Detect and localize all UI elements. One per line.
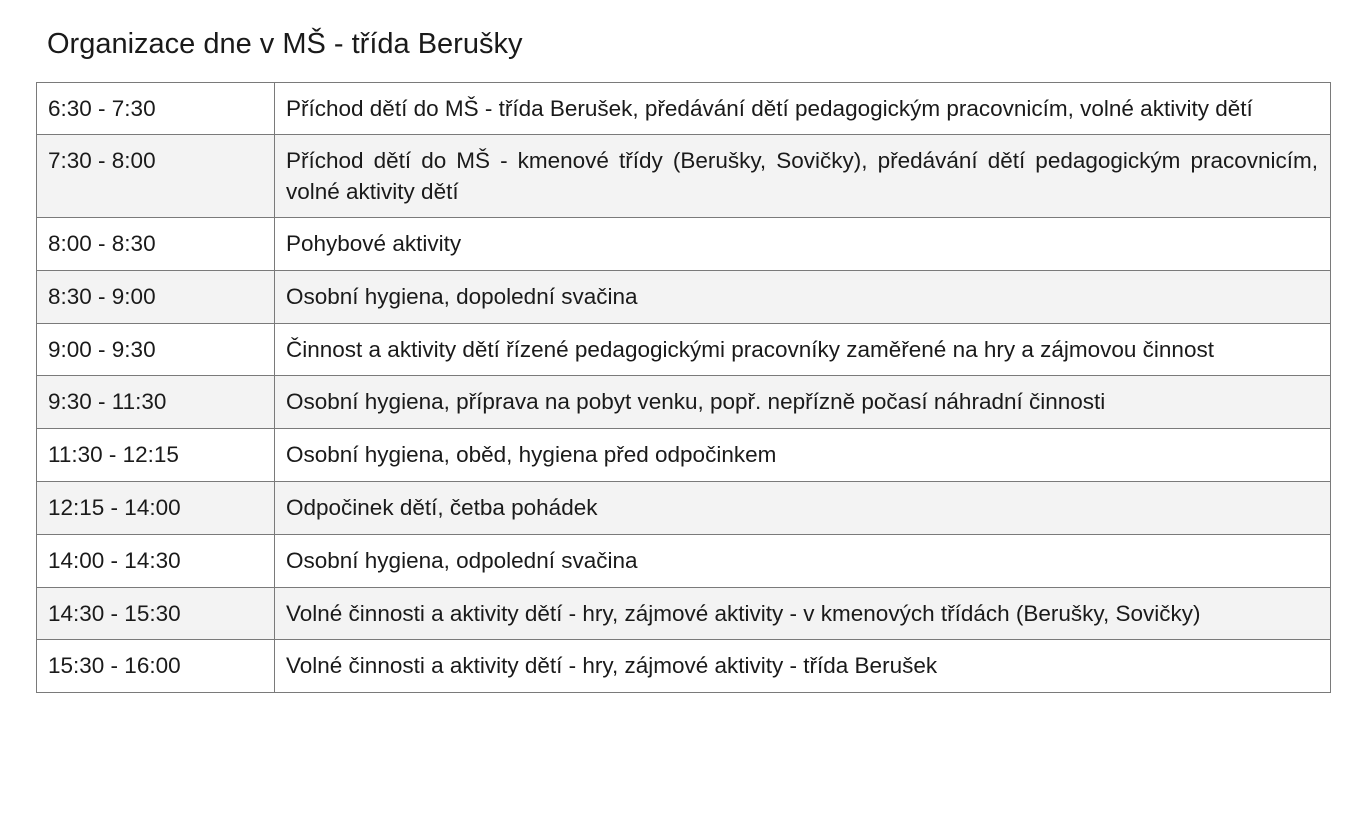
table-row xyxy=(37,376,1331,429)
activity-cell: Osobní hygiena, odpolední svačina xyxy=(275,535,1331,588)
page-title: Organizace dne v MŠ - třída Berušky xyxy=(47,28,523,60)
activity-cell: Pohybové aktivity xyxy=(275,218,1331,271)
activity-cell: Osobní hygiena, oběd, hygiena před odpočinkem xyxy=(275,429,1331,482)
table-row xyxy=(37,83,1331,135)
time-cell: 15:30 - 16:00 xyxy=(37,640,275,693)
time-cell: 9:00 - 9:30 xyxy=(37,324,275,376)
time-cell: 8:30 - 9:00 xyxy=(37,271,275,324)
time-cell: 6:30 - 7:30 xyxy=(37,83,275,135)
table-row xyxy=(37,271,1331,324)
time-cell: 11:30 - 12:15 xyxy=(37,429,275,482)
table-row xyxy=(37,135,1331,218)
table-row xyxy=(37,324,1331,376)
time-cell: 9:30 - 11:30 xyxy=(37,376,275,429)
time-cell: 14:30 - 15:30 xyxy=(37,588,275,640)
table-row xyxy=(37,640,1331,693)
activity-cell: Činnost a aktivity dětí řízené pedagogickými pracovníky zaměřené na hry a zájmovou činnost xyxy=(275,324,1331,376)
time-cell: 14:00 - 14:30 xyxy=(37,535,275,588)
activity-cell: Volné činnosti a aktivity dětí - hry, zájmové aktivity - v kmenových třídách (Berušky, Sovičky) xyxy=(275,588,1331,640)
table-row xyxy=(37,535,1331,588)
time-cell: 12:15 - 14:00 xyxy=(37,482,275,535)
table-row xyxy=(37,429,1331,482)
activity-cell: Volné činnosti a aktivity dětí - hry, zájmové aktivity - třída Berušek xyxy=(275,640,1331,693)
table-row xyxy=(37,588,1331,640)
table-row xyxy=(37,218,1331,271)
activity-cell: Osobní hygiena, dopolední svačina xyxy=(275,271,1331,324)
activity-cell: Příchod dětí do MŠ - třída Berušek, předávání dětí pedagogickým pracovnicím, volné aktivity dětí xyxy=(275,83,1331,135)
activity-cell: Odpočinek dětí, četba pohádek xyxy=(275,482,1331,535)
activity-cell: Osobní hygiena, příprava na pobyt venku, popř. nepřízně počasí náhradní činnosti xyxy=(275,376,1331,429)
time-cell: 8:00 - 8:30 xyxy=(37,218,275,271)
time-cell: 7:30 - 8:00 xyxy=(37,135,275,218)
table-row xyxy=(37,482,1331,535)
activity-cell: Příchod dětí do MŠ - kmenové třídy (Berušky, Sovičky), předávání dětí pedagogickým pracovnicím, volné aktivity dětí xyxy=(275,135,1331,218)
schedule-table xyxy=(36,82,1331,693)
